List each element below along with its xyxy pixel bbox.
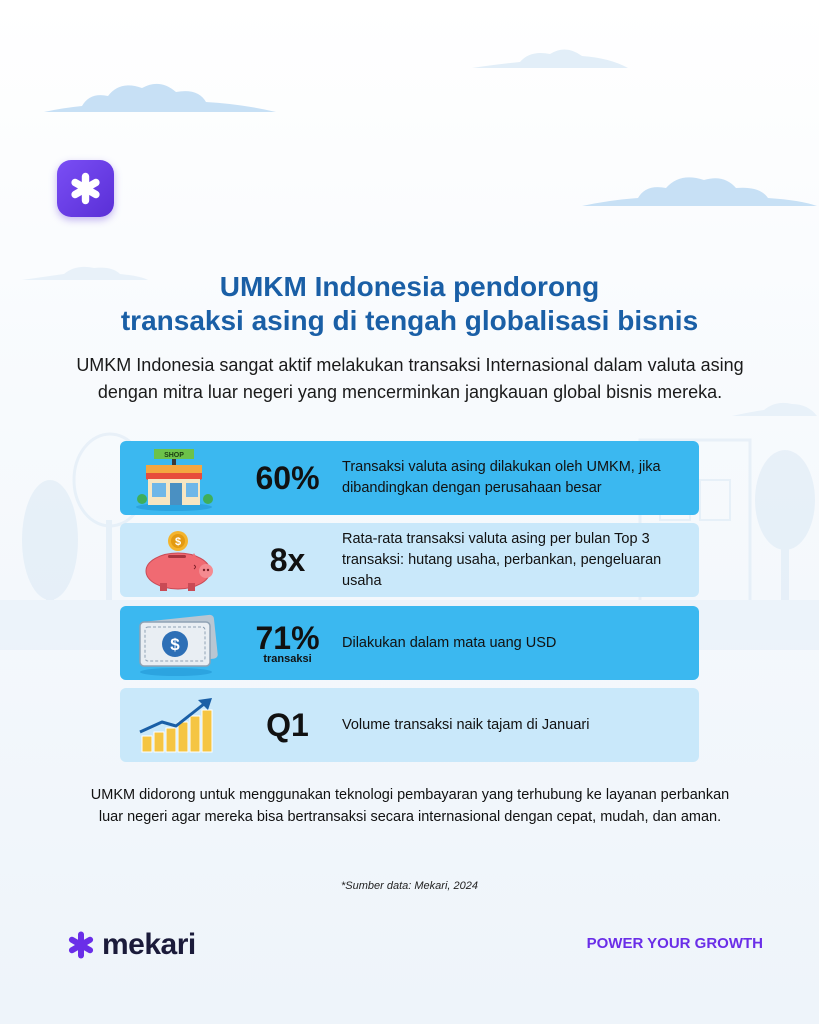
title-line-2: transaksi asing di tengah globalisasi bisnis [120,305,699,336]
stat-subvalue: transaksi [263,653,312,665]
stat-value-box [230,606,345,680]
app-logo-icon [57,160,114,217]
stat-value-box [230,441,345,515]
piggy-bank-icon [132,527,222,593]
page-title [0,270,819,338]
footer-paragraph: UMKM didorong untuk menggunakan teknologi pembayaran yang terhubung ke layanan perbankan luar negeri agar mereka bisa bertransaksi secara internasional dengan cepat, mudah, dan aman. [90,787,730,825]
shop-icon [132,445,222,511]
stat-value-box [230,688,345,762]
brand-name: mekari [102,928,196,961]
stat-value: Q1 [266,707,309,743]
tagline: POWER YOUR GROWTH [586,935,763,952]
dollar-bill-icon [132,610,222,676]
stat-value: 71% [255,620,320,656]
brand-logo [66,925,196,965]
cloud-decoration [470,44,630,70]
subtitle: UMKM Indonesia sangat aktif melakukan transaksi Internasional dalam valuta asing dengan mitra luar negeri yang mencerminkan jangkauan global bisnis mereka. [76,355,744,402]
stat-value: 8x [269,542,306,578]
svg-text:$: $ [170,635,180,654]
stat-description: Transaksi valuta asing dilakukan oleh UMKM, jika dibandingkan dengan perusahaan besar [342,459,661,496]
stat-card-smes-share [120,441,699,515]
stat-value-box [230,523,345,597]
title-line-1: UMKM Indonesia pendorong [219,271,600,302]
stat-card-usd-share [120,606,699,680]
svg-text:$: $ [174,536,182,548]
source-note: *Sumber data: Mekari, 2024 [341,880,478,892]
stat-card-monthly-average [120,523,699,597]
stat-card-q1-volume [120,688,699,762]
shop-sign-text: SHOP [164,452,184,459]
stat-description: Volume transaksi naik tajam di Januari [342,716,590,733]
mekari-asterisk-icon [66,930,96,960]
stat-description: Dilakukan dalam mata uang USD [342,634,557,651]
cloud-decoration [580,172,819,208]
stat-description: Rata-rata transaksi valuta asing per bulan Top 3 transaksi: hutang usaha, perbankan, pengeluaran usaha [342,530,662,589]
growth-chart-icon [132,692,222,758]
cloud-decoration [42,78,278,114]
stat-value: 60% [255,460,320,496]
